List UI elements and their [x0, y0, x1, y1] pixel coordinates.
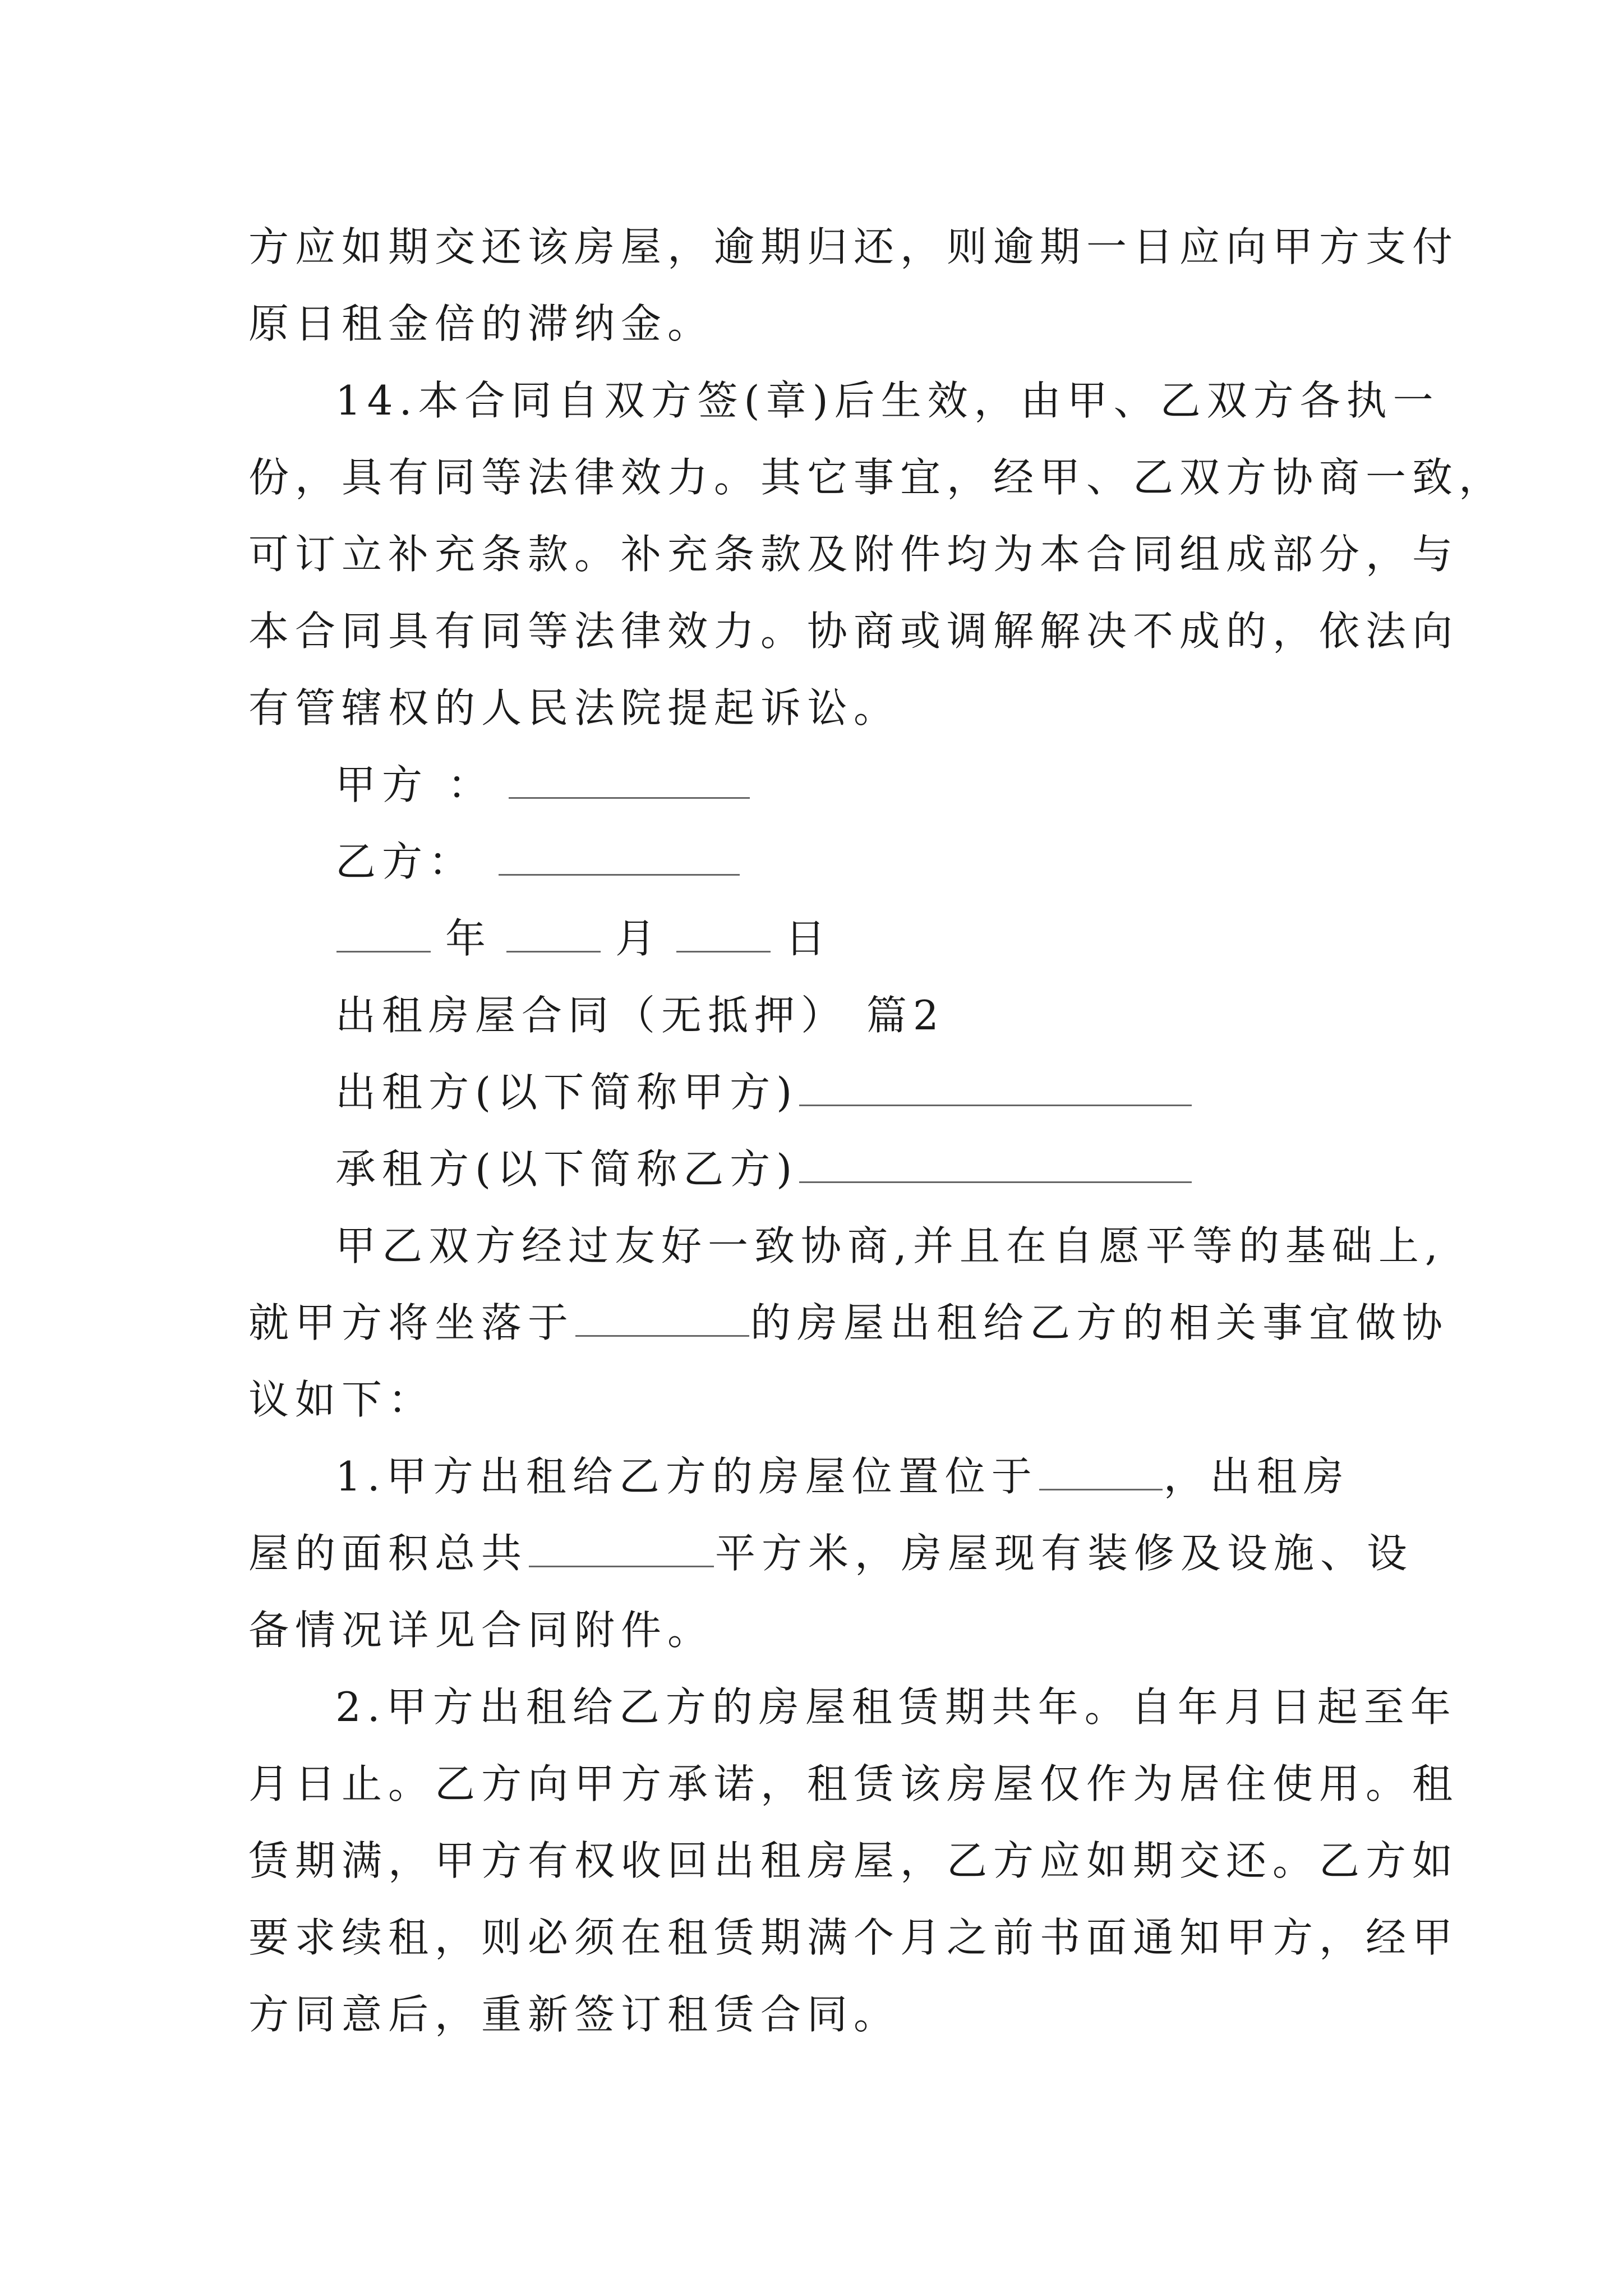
day-label: 日: [785, 915, 832, 962]
clause-2-line-1: 2.甲方出租给乙方的房屋租赁期共年。自年月日起至年: [335, 1683, 1457, 1731]
clause-1-line-3: 备情况详见合同附件。: [248, 1607, 714, 1654]
clause-2-line-5: 方同意后，重新签订租赁合同。: [248, 1991, 901, 2038]
section-2-title: 出租房屋合同（无抵押） 篇2: [335, 992, 945, 1039]
clause-2-line-2: 月日止。乙方向甲方承诺，租赁该房屋仅作为居住使用。租: [248, 1760, 1459, 1807]
intro-line-2-pre: 就甲方将坐落于: [248, 1299, 575, 1346]
clause-14-line-5: 有管辖权的人民法院提起诉讼。: [248, 684, 901, 731]
day-blank[interactable]: [676, 917, 771, 953]
party-a-signature-row: [248, 747, 1375, 823]
clause-1-line-1-pre: 1.甲方出租给乙方的房屋位置位于: [335, 1453, 1038, 1500]
intro-line-3: 议如下：: [248, 1376, 435, 1423]
clause-14-line-1: 14.本合同自双方签(章)后生效，由甲、乙双方各执一: [335, 377, 1440, 424]
lessee-row: [248, 1131, 1375, 1208]
clause-14-line-2: 份，具有同等法律效力。其它事宜，经甲、乙双方协商一致，: [248, 454, 1506, 501]
party-a-blank[interactable]: [509, 763, 750, 799]
intro-line-2: [248, 1285, 1449, 1361]
month-blank[interactable]: [506, 917, 601, 953]
lessee-blank[interactable]: [799, 1148, 1192, 1183]
clause-1-line-2-post: 平方米，房屋现有装修及设施、设: [715, 1530, 1414, 1577]
year-blank[interactable]: [336, 917, 431, 953]
location-blank[interactable]: [575, 1301, 749, 1337]
lessor-blank[interactable]: [799, 1071, 1192, 1106]
lessor-label: 出租方(以下简称甲方): [335, 1069, 799, 1116]
clause-1-line-2: [248, 1515, 1414, 1592]
area-blank[interactable]: [529, 1532, 714, 1567]
house-location-blank[interactable]: [1039, 1455, 1163, 1490]
clause-13-line-1: 方应如期交还该房屋，逾期归还，则逾期一日应向甲方支付: [248, 223, 1459, 270]
clause-2-line-4: 要求续租，则必须在租赁期满个月之前书面通知甲方，经甲: [248, 1914, 1459, 1961]
clause-14-line-3: 可订立补充条款。补充条款及附件均为本合同组成部分，与: [248, 531, 1459, 578]
clause-2-line-3: 赁期满，甲方有权收回出租房屋，乙方应如期交还。乙方如: [248, 1837, 1459, 1884]
party-b-label: 乙方：: [335, 838, 476, 885]
lessor-row: [248, 1054, 1375, 1131]
lessee-label: 承租方(以下简称乙方): [335, 1145, 799, 1193]
party-a-label: 甲方 ：: [335, 761, 494, 808]
clause-1-line-1-post: ，出租房: [1163, 1453, 1350, 1500]
month-label: 月: [615, 915, 662, 962]
clause-13-line-2: 原日租金倍的滞纳金。: [248, 300, 714, 347]
intro-line-1: 甲乙双方经过友好一致协商,并且在自愿平等的基础上,: [335, 1222, 1444, 1269]
party-b-signature-row: [248, 823, 1375, 900]
intro-line-2-post: 的房屋出租给乙方的相关事宜做协: [750, 1299, 1449, 1346]
date-row: [248, 900, 1375, 977]
clause-1-line-2-pre: 屋的面积总共: [248, 1530, 528, 1577]
year-label: 年: [445, 915, 492, 962]
document-body: [248, 209, 1506, 2053]
party-b-blank[interactable]: [499, 840, 740, 876]
clause-14-line-4: 本合同具有同等法律效力。协商或调解解决不成的，依法向: [248, 608, 1459, 655]
clause-1-line-1: [248, 1438, 1375, 1515]
